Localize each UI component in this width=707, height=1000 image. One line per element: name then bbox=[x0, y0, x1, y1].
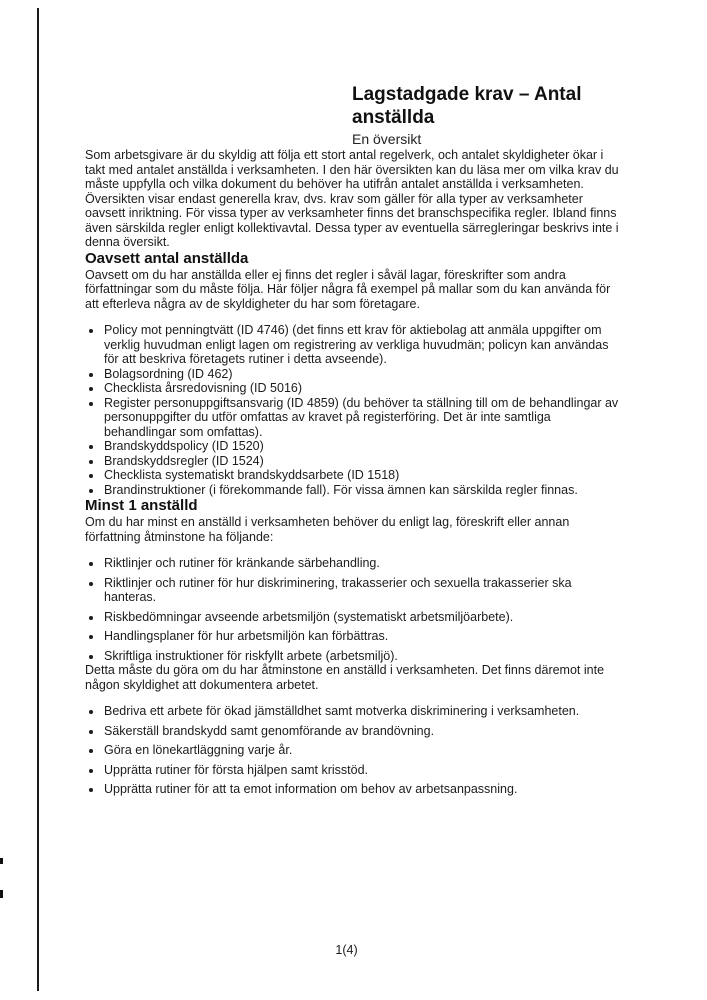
section2-bullet-list-1 bbox=[85, 556, 625, 663]
list-item: • Riktlinjer och rutiner för kränkande särbehandling. bbox=[103, 556, 625, 571]
section2-middle-paragraph: Detta måste du göra om du har åtminstone en anställd i verksamheten. Det finns däremot inte någon skyldighet att dokumentera arbetet. bbox=[85, 663, 605, 692]
list-item: • Brandinstruktioner (i förekommande fall). För vissa ämnen kan särskilda regler finnas. bbox=[103, 483, 625, 498]
document-subtitle: En översikt bbox=[352, 131, 422, 147]
list-item: • Brandskyddspolicy (ID 1520) bbox=[103, 439, 625, 454]
section2-intro-paragraph: Om du har minst en anställd i verksamheten behöver du enligt lag, föreskrift eller annan författning åtminstone ha följande: bbox=[85, 515, 570, 544]
page-number bbox=[0, 943, 707, 957]
scan-artifact-line bbox=[37, 8, 39, 991]
list-item: • Riskbedömningar avseende arbetsmiljön (systematiskt arbetsmiljöarbete). bbox=[103, 610, 625, 625]
list-item: • Skriftliga instruktioner för riskfyllt arbete (arbetsmiljö). bbox=[103, 649, 625, 664]
document-content bbox=[85, 0, 625, 797]
list-item: • Checklista årsredovisning (ID 5016) bbox=[103, 381, 625, 396]
section-heading-minst-1: Minst 1 anställd bbox=[85, 497, 198, 514]
section1-bullet-list bbox=[85, 323, 625, 497]
list-item: • Riktlinjer och rutiner för hur diskriminering, trakasserier och sexuella trakasserier ska hanteras. bbox=[103, 576, 625, 605]
section1-intro-paragraph: Oavsett om du har anställda eller ej finns det regler i såväl lagar, föreskrifter som andra författningar som du måste följa. Här följer några få exempel på mallar som du kan använda för att efterleva några av de skyldigheter du har som företagare. bbox=[85, 267, 611, 311]
scan-artifact-speck bbox=[0, 890, 3, 898]
scan-artifact-speck bbox=[0, 858, 3, 864]
list-item: • Upprätta rutiner för att ta emot information om behov av arbetsanpassning. bbox=[103, 782, 625, 797]
list-item: • Säkerställ brandskydd samt genomförande av brandövning. bbox=[103, 724, 625, 739]
document-title: Lagstadgade krav – Antal anställda bbox=[352, 84, 582, 128]
section2-bullet-list-2 bbox=[85, 704, 625, 797]
list-item: • Bolagsordning (ID 462) bbox=[103, 367, 625, 382]
list-item: • Bedriva ett arbete för ökad jämställdhet samt motverka diskriminering i verksamheten. bbox=[103, 704, 625, 719]
list-item: • Checklista systematiskt brandskyddsarbete (ID 1518) bbox=[103, 468, 625, 483]
list-item: • Policy mot penningtvätt (ID 4746) (det finns ett krav för aktiebolag att anmäla uppgifter om verklig huvudman enligt lagen om registrering av verkliga huvudmän; policyn kan användas för att beskriva företagets rutiner i detta avseende). bbox=[103, 323, 625, 367]
section-heading-oavsett: Oavsett antal anställda bbox=[85, 249, 249, 267]
page-number-text: 1(4) bbox=[335, 943, 358, 957]
intro-paragraph-1: Som arbetsgivare är du skyldig att följa ett stort antal regelverk, och antalet skyldigheter ökar i takt med antalet anställda i verksamheten. I den här översikten kan du läsa mer om vilka krav du måste uppfylla och vilka dokument du behöver ha utifrån antalet anställda i verksamheten. bbox=[85, 148, 619, 191]
list-item: • Brandskyddsregler (ID 1524) bbox=[103, 454, 625, 469]
list-item: • Göra en lönekartläggning varje år. bbox=[103, 743, 625, 758]
list-item: • Register personuppgiftsansvarig (ID 4859) (du behöver ta ställning till om de behandlingar av personuppgifter du utför omfattas av kravet på registerföring. Det är inte samtliga behandlingar som omfattas). bbox=[103, 396, 625, 440]
list-item: • Upprätta rutiner för första hjälpen samt krisstöd. bbox=[103, 763, 625, 778]
list-item: • Handlingsplaner för hur arbetsmiljön kan förbättras. bbox=[103, 629, 625, 644]
intro-paragraph-2: Översikten visar endast generella krav, dvs. krav som gäller för alla typer av verksamheter oavsett inriktning. För vissa typer av verksamheter finns det branschspecifika regler. Ibland finns även särskilda regler enligt kollektivavtal. Dessa typer av eventuella särregleringar beskrivs inte i denna översikt. bbox=[85, 191, 619, 249]
